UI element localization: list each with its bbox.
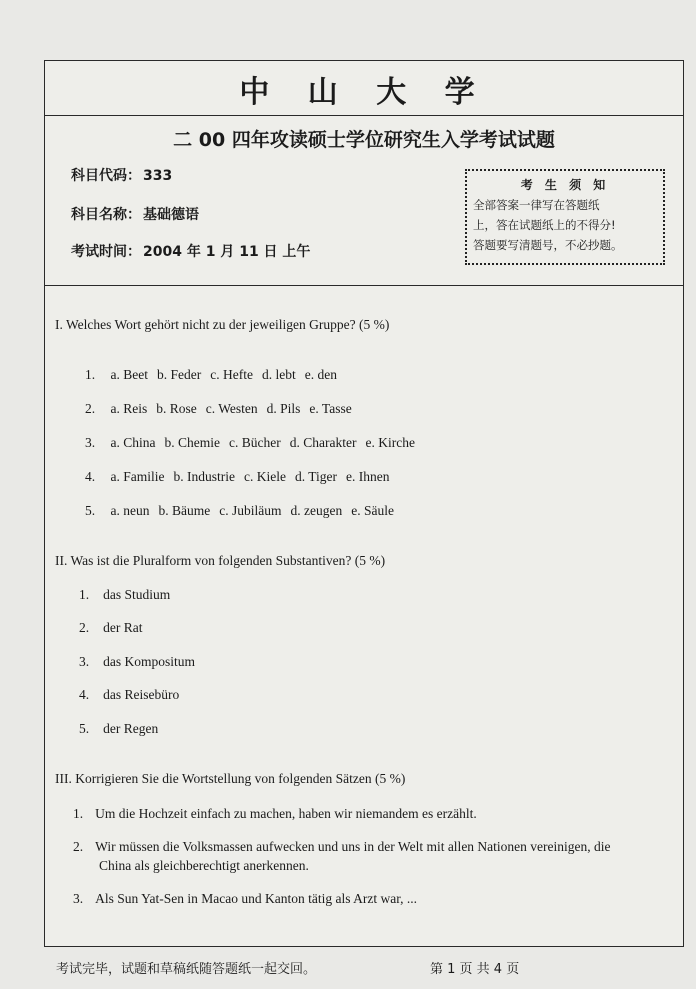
item-number: 2. [73,839,84,854]
s1-item-1 [85,367,346,383]
subject-code-value: 333 [143,168,173,184]
option-list [111,367,346,382]
item-text: Um die Hochzeit einfach zu machen, haben wir niemandem es erzählt. [95,806,477,821]
option-c: c. Bücher [229,435,281,450]
s1-item-5 [85,503,403,519]
option-b: b. Industrie [173,469,235,484]
option-b: b. Rose [156,401,197,416]
candidate-notice [465,169,665,265]
item-number: 4. [79,687,90,702]
option-a: a. Familie [110,469,165,484]
item-number: 3. [79,654,90,669]
option-b: b. Feder [156,367,202,382]
item-text: das Studium [103,587,171,602]
option-e: e. den [304,367,337,382]
s3-item-3 [73,891,417,907]
option-d: d. Charakter [289,435,357,450]
s3-item-2-continued: China als gleichberechtigt anerkennen. [99,858,309,873]
option-list [111,469,399,484]
university-title: 中 山 大 学 [239,75,489,110]
subject-name-label: 科目名称： [71,207,141,223]
item-text: das Kompositum [103,654,196,669]
option-list [111,401,361,416]
item-number: 3. [73,891,84,906]
s3-item-1 [73,806,477,822]
exam-time-value: 2004 年 1 月 11 日 上午 [143,244,311,260]
option-c: c. Kiele [244,469,286,484]
option-a: a. China [110,435,156,450]
subject-code-label: 科目代码： [71,168,141,184]
exam-time [71,241,310,261]
subject-code [71,165,172,185]
item-text: Wir müssen die Volksmassen aufwecken und uns in der Welt mit allen Nationen vereinigen, die [95,839,611,854]
notice-line-1: 全部答案一律写在答题纸 [473,198,600,212]
option-e: e. Säule [351,503,394,518]
s3-item-2 [73,839,611,855]
notice-line-2: 上，答在试题纸上的不得分! [473,218,616,232]
option-c: c. Westen [205,401,258,416]
item-number: 4. [85,469,96,484]
option-e: e. Kirche [365,435,415,450]
footer-instruction: 考试完毕，试题和草稿纸随答题纸一起交回。 [56,962,317,977]
option-c: c. Hefte [210,367,253,382]
option-d: d. Tiger [294,469,338,484]
option-a: a. neun [110,503,150,518]
exam-sheet [44,60,684,947]
option-b: b. Bäume [158,503,211,518]
option-d: d. Pils [266,401,301,416]
subject-name-value: 基础德语 [143,207,199,223]
s2-item-5 [79,721,158,737]
notice-line-3: 答题要写清题号，不必抄题。 [473,238,623,252]
option-d: d. zeugen [290,503,343,518]
header-divider [45,285,683,286]
option-list [111,435,424,450]
item-number: 2. [79,620,90,635]
s2-item-3 [79,654,195,670]
item-number: 1. [85,367,96,382]
title-divider [45,115,683,116]
section-2-heading: II. Was ist die Pluralform von folgenden Substantiven? (5 %) [55,553,386,568]
notice-title: 考 生 须 知 [520,178,610,192]
page-number: 第 1 页 共 4 页 [430,962,520,977]
section-3-heading: III. Korrigieren Sie die Wortstellung von folgenden Sätzen (5 %) [55,771,406,786]
item-number: 5. [79,721,90,736]
s2-item-2 [79,620,143,636]
option-e: e. Ihnen [346,469,390,484]
item-number: 1. [79,587,90,602]
s1-item-3 [85,435,424,451]
s2-item-1 [79,587,170,603]
s1-item-4 [85,469,399,485]
s2-item-4 [79,687,179,703]
item-number: 1. [73,806,84,821]
option-a: a. Reis [110,401,148,416]
option-list [111,503,403,518]
option-b: b. Chemie [164,435,220,450]
exam-subtitle: 二 00 四年攻读硕士学位研究生入学考试试题 [173,129,555,151]
exam-time-label: 考试时间： [71,244,141,260]
s1-item-2 [85,401,361,417]
section-1-heading: I. Welches Wort gehört nicht zu der jeweiligen Gruppe? (5 %) [55,317,390,332]
item-number: 5. [85,503,96,518]
option-d: d. lebt [261,367,296,382]
option-c: c. Jubiläum [219,503,282,518]
item-text: der Rat [103,620,143,635]
item-number: 3. [85,435,96,450]
option-a: a. Beet [110,367,148,382]
option-e: e. Tasse [309,401,352,416]
subject-name [71,204,199,224]
item-text: der Regen [103,721,159,736]
item-text: das Reisebüro [103,687,180,702]
item-text: Als Sun Yat-Sen in Macao und Kanton tätig als Arzt war, ... [95,891,418,906]
item-number: 2. [85,401,96,416]
